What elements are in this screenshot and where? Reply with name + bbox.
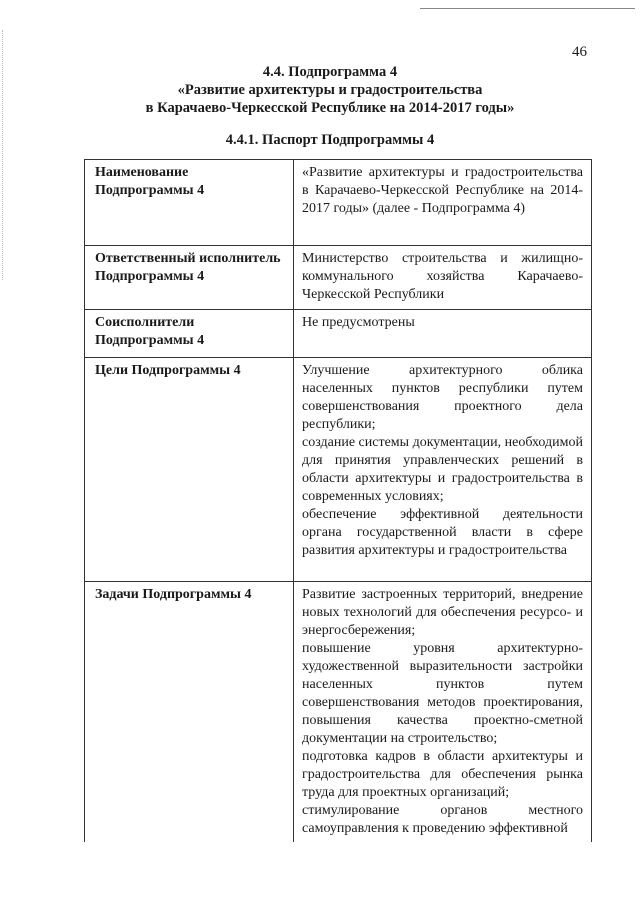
row-label: Цели Подпрограммы 4 — [85, 358, 294, 582]
value-line: подготовка кадров в области архитектуры и градостроительства для обеспечения рынка труда для проектных организаций; — [302, 749, 583, 800]
row-value — [294, 582, 592, 843]
row-label: Соисполнители Подпрограммы 4 — [85, 310, 294, 358]
value-line: Министерство строительства и жилищно-коммунального хозяйства Карачаево-Черкесской Республики — [302, 251, 583, 302]
table-row — [85, 310, 592, 358]
row-value — [294, 246, 592, 310]
row-label: Ответственный исполнитель Подпрограммы 4 — [85, 246, 294, 310]
value-line: стимулирование органов местного самоуправления к проведению эффективной — [302, 803, 583, 836]
value-line: создание системы документации, необходимой для принятия управленческих решений в области архитектуры и градостроительства в современных условиях; — [302, 435, 583, 504]
row-value — [294, 310, 592, 358]
page-number: 46 — [572, 44, 587, 60]
value-line: «Развитие архитектуры и градостроительства в Карачаево-Черкесской Республике на 2014-2017 годы» (далее - Подпрограмма 4) — [302, 165, 583, 216]
table-row — [85, 246, 592, 310]
section-title-line-1: «Развитие архитектуры и градостроительства — [177, 82, 483, 98]
value-line: обеспечение эффективной деятельности органа государственной власти в сфере развития архитектуры и градостроительства — [302, 507, 583, 558]
table-row — [85, 358, 592, 582]
row-label: Наименование Подпрограммы 4 — [85, 160, 294, 246]
value-line: повышение уровня архитектурно-художественной выразительности застройки населенных пунктов путем совершенствования методов проектирования, повышения качества проектно-сметной документации на строительство; — [302, 641, 583, 746]
value-line: Не предусмотрены — [302, 315, 415, 330]
row-label: Задачи Подпрограммы 4 — [85, 582, 294, 843]
table-row — [85, 582, 592, 843]
passport-title: 4.4.1. Паспорт Подпрограммы 4 — [225, 132, 435, 148]
binding-marks — [2, 30, 7, 280]
section-title-line-2: в Карачаево-Черкесской Республике на 2014-2017 годы» — [145, 100, 515, 116]
section-heading: 4.4. Подпрограмма 4 — [262, 64, 398, 80]
top-rule — [420, 8, 635, 9]
row-value — [294, 358, 592, 582]
value-line: Улучшение архитектурного облика населенных пунктов республики путем совершенствования проектного дела республики; — [302, 363, 583, 432]
table-row — [85, 160, 592, 246]
value-line: Развитие застроенных территорий, внедрение новых технологий для обеспечения ресурсо- и энергосбережения; — [302, 587, 583, 638]
passport-table — [84, 159, 592, 842]
row-value — [294, 160, 592, 246]
